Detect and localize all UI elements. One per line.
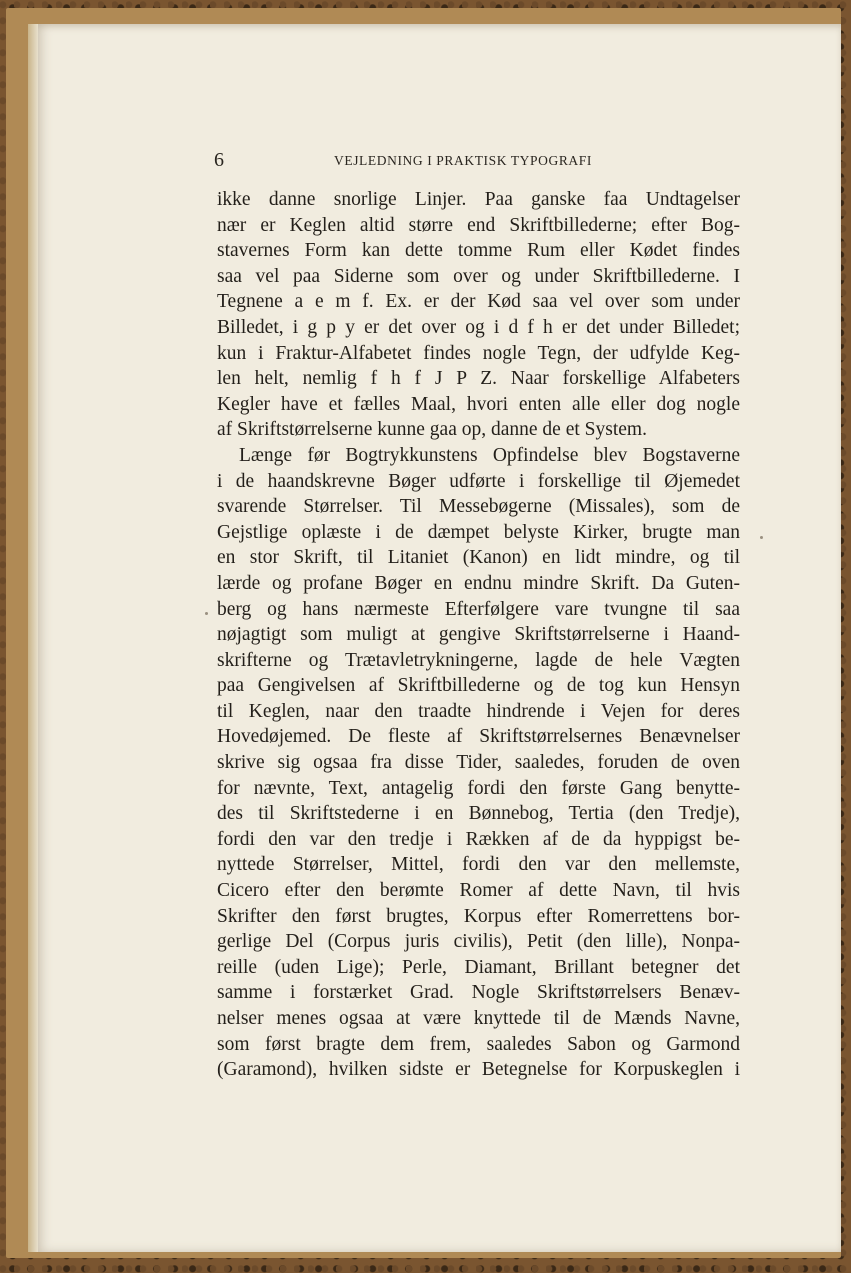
text-line: Kegler have et fælles Maal, hvori enten alle eller dog nogle — [217, 393, 740, 415]
text-line: berg og hans nærmeste Efterfølgere vare tvungne til saa — [217, 598, 740, 620]
text-line: Længe før Bogtrykkunstens Opfindelse blev Bogstaverne — [239, 444, 740, 466]
text-line: saa vel paa Siderne som over og under Skriftbillederne. I — [217, 265, 740, 287]
text-line: ikke danne snorlige Linjer. Paa ganske faa Undtagelser — [217, 189, 740, 210]
text-line: lærde og profane Bøger en endnu mindre Skrift. Da Guten- — [217, 572, 740, 594]
text-line: af Skriftstørrelserne kunne gaa op, danne de et System. — [217, 419, 647, 441]
text-line: len helt, nemlig f h f J P Z. Naar forskellige Alfabeters — [217, 368, 740, 390]
text-line: en stor Skrift, til Litaniet (Kanon) en lidt mindre, og til — [217, 547, 740, 569]
text-line: Billedet, i g p y er det over og i d f h er det under Billedet; — [217, 316, 740, 338]
text-line: svarende Størrelser. Til Messebøgerne (Missales), som de — [217, 496, 740, 518]
text-line: nær er Keglen altid større end Skriftbillederne; efter Bog- — [217, 214, 740, 236]
text-line: stavernes Form kan dette tomme Rum eller Kødet findes — [217, 240, 740, 262]
text-line: Gejstlige oplæste i de dæmpet belyste Kirker, brugte man — [217, 521, 740, 543]
page-gutter — [28, 24, 38, 1252]
text-line: nelser menes ogsaa at være knyttede til de Mænds Navne, — [217, 1008, 740, 1029]
text-line: skrifterne og Trætavletrykningerne, lagde de hele Vægten — [217, 649, 740, 671]
text-line: til Keglen, naar den traadte hindrende i Vejen for deres — [217, 700, 740, 722]
body-text — [217, 187, 740, 1083]
text-line: fordi den var den tredje i Rækken af de da hyppigst be- — [217, 828, 740, 850]
text-line: (Garamond), hvilken sidste er Betegnelse for Korpuskeglen i — [217, 1059, 740, 1081]
text-line: gerlige Del (Corpus juris civilis), Petit (den lille), Nonpa- — [217, 931, 740, 953]
text-line: Cicero efter den berømte Romer af dette Navn, til hvis — [217, 880, 740, 902]
text-line: nøjagtigt som muligt at gengive Skriftstørrelserne i Haand- — [217, 624, 740, 646]
text-line: Tegnene a e m f. Ex. er der Kød saa vel over som under — [217, 291, 740, 313]
text-line: skrive sig ogsaa fra disse Tider, saaledes, foruden de oven — [217, 752, 740, 774]
text-line: i de haandskrevne Bøger udførte i forskellige til Øjemedet — [217, 470, 740, 492]
margin-mark — [205, 612, 208, 615]
text-line: samme i forstærket Grad. Nogle Skriftstørrelsers Benæv- — [217, 982, 740, 1004]
margin-mark — [760, 536, 763, 539]
page-number: 6 — [214, 149, 224, 171]
text-line: kun i Fraktur-Alfabetet findes nogle Tegn, der udfylde Keg- — [217, 342, 740, 364]
text-line: som først bragte dem frem, saaledes Sabon og Garmond — [217, 1033, 740, 1055]
text-line: paa Gengivelsen af Skriftbillederne og de tog kun Hensyn — [217, 675, 740, 697]
running-head: VEJLEDNING I PRAKTISK TYPOGRAFI — [334, 153, 592, 168]
text-line: Hovedøjemed. De fleste af Skriftstørrelsernes Benævnelser — [217, 726, 740, 748]
text-line: nyttede Størrelser, Mittel, fordi den var den mellemste, — [217, 854, 740, 876]
text-line: Skrifter den først brugtes, Korpus efter Romerrettens bor- — [217, 905, 740, 927]
text-line: des til Skriftstederne i en Bønnebog, Tertia (den Tredje), — [217, 803, 740, 825]
text-line: for nævnte, Text, antagelig fordi den første Gang benytte- — [217, 777, 740, 799]
text-line: reille (uden Lige); Perle, Diamant, Brillant betegner det — [217, 956, 740, 978]
